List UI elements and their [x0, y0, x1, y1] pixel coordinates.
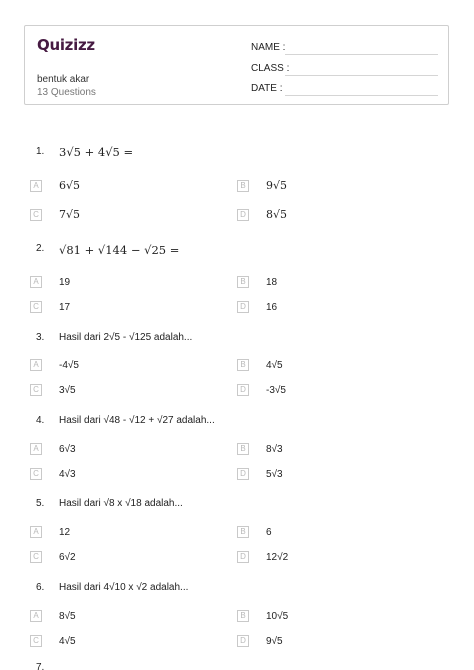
- option-text: -3√5: [266, 385, 286, 396]
- option-letter-d[interactable]: D: [237, 551, 249, 563]
- question-number: 4.: [36, 415, 45, 426]
- option-text: 6√2: [59, 552, 76, 563]
- question-number: 5.: [36, 498, 45, 509]
- option-letter-a[interactable]: A: [30, 610, 42, 622]
- option-letter-c[interactable]: C: [30, 209, 42, 221]
- option-text: 17: [59, 302, 71, 313]
- option-letter-b[interactable]: B: [237, 359, 249, 371]
- question-text: Hasil dari 2√5 - √125 adalah...: [59, 332, 193, 343]
- option-text: 6√3: [59, 444, 76, 455]
- option-text: 8√5: [59, 611, 76, 622]
- question-number: 3.: [36, 332, 45, 343]
- question-number: 7.: [36, 662, 45, 670]
- question-number: 2.: [36, 243, 45, 254]
- option-text: 3√5: [59, 385, 76, 396]
- class-field[interactable]: [285, 75, 438, 76]
- option-letter-a[interactable]: A: [30, 443, 42, 455]
- option-text: 16: [266, 302, 278, 313]
- question-text: 3√5 + 4√5 =: [59, 145, 134, 159]
- option-letter-d[interactable]: D: [237, 635, 249, 647]
- option-letter-c[interactable]: C: [30, 468, 42, 480]
- worksheet-title: bentuk akar: [37, 74, 90, 85]
- option-letter-c[interactable]: C: [30, 301, 42, 313]
- option-letter-a[interactable]: A: [30, 359, 42, 371]
- option-text: 6: [266, 527, 272, 538]
- option-text: 10√5: [266, 611, 289, 622]
- question-count: 13 Questions: [37, 87, 96, 98]
- class-label: CLASS :: [251, 63, 290, 74]
- question-number: 1.: [36, 146, 45, 157]
- option-letter-b[interactable]: B: [237, 443, 249, 455]
- question-text: Hasil dari √48 - √12 + √27 adalah...: [59, 415, 215, 426]
- option-text: 4√3: [59, 469, 76, 480]
- name-label: NAME :: [251, 42, 286, 53]
- option-text: 4√5: [59, 636, 76, 647]
- option-text: 5√3: [266, 469, 283, 480]
- option-letter-b[interactable]: B: [237, 526, 249, 538]
- quizizz-logo: Quizizz: [37, 36, 95, 54]
- worksheet-header: [24, 25, 449, 105]
- option-letter-c[interactable]: C: [30, 551, 42, 563]
- question-text: √81 + √144 − √25 =: [59, 243, 180, 257]
- option-letter-a[interactable]: A: [30, 276, 42, 288]
- option-letter-b[interactable]: B: [237, 180, 249, 192]
- option-text: 12: [59, 527, 71, 538]
- option-text: 19: [59, 277, 71, 288]
- option-text: 6√5: [59, 179, 81, 192]
- option-letter-c[interactable]: C: [30, 384, 42, 396]
- question-text: Hasil dari 4√10 x √2 adalah...: [59, 582, 189, 593]
- option-text: 9√5: [266, 179, 288, 192]
- date-label: DATE :: [251, 83, 283, 94]
- option-text: 8√3: [266, 444, 283, 455]
- option-text: 7√5: [59, 208, 81, 221]
- option-text: 8√5: [266, 208, 288, 221]
- option-text: 9√5: [266, 636, 283, 647]
- option-letter-d[interactable]: D: [237, 209, 249, 221]
- option-letter-d[interactable]: D: [237, 301, 249, 313]
- option-text: 12√2: [266, 552, 289, 563]
- option-letter-a[interactable]: A: [30, 180, 42, 192]
- question-text: Hasil dari √8 x √18 adalah...: [59, 498, 183, 509]
- option-text: 18: [266, 277, 278, 288]
- question-number: 6.: [36, 582, 45, 593]
- option-letter-d[interactable]: D: [237, 384, 249, 396]
- option-letter-b[interactable]: B: [237, 276, 249, 288]
- option-letter-b[interactable]: B: [237, 610, 249, 622]
- option-letter-d[interactable]: D: [237, 468, 249, 480]
- option-text: 4√5: [266, 360, 283, 371]
- date-field[interactable]: [285, 95, 438, 96]
- option-text: -4√5: [59, 360, 79, 371]
- option-letter-a[interactable]: A: [30, 526, 42, 538]
- name-field[interactable]: [285, 54, 438, 55]
- option-letter-c[interactable]: C: [30, 635, 42, 647]
